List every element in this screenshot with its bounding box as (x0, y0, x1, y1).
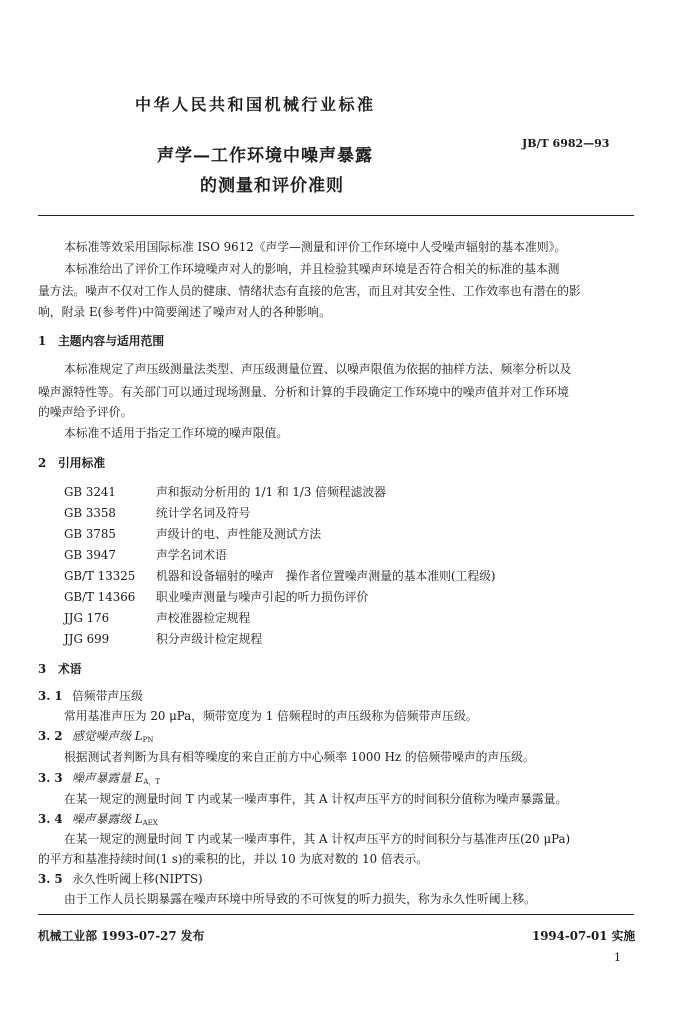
standard-number: JB/T 6982—93 (522, 137, 610, 150)
reference-code: JJG 176 (64, 611, 110, 625)
term-3-3-name-text: 噪声暴露量 E (72, 771, 144, 785)
term-3-2-subscript: PN (142, 736, 154, 744)
org-title: 中华人民共和国机械行业标准 (135, 95, 376, 114)
reference-title: 声校准器检定规程 (156, 611, 251, 625)
reference-title: 积分声级计检定规程 (156, 632, 263, 646)
section-1-paragraph-1-line-2: 噪声源特性等。有关部门可以通过现场测量、分析和计算的手段确定工作环境中的噪声值并对工作环境 (38, 385, 569, 399)
term-3-2-number: 3. 2 (38, 729, 63, 743)
section-3-heading: 3 术语 (38, 662, 82, 676)
term-3-3-subscript: A，T (143, 778, 161, 786)
reference-code: GB/T 14366 (64, 590, 136, 604)
footer-rule (38, 914, 634, 915)
reference-row (64, 527, 321, 542)
term-3-4-name (72, 812, 158, 831)
reference-row (64, 569, 496, 584)
reference-title: 声学名词术语 (156, 548, 227, 562)
reference-code: JJG 699 (64, 632, 110, 646)
document-title-line1: 声学—工作环境中噪声暴露 (157, 146, 373, 166)
reference-row (64, 506, 250, 521)
term-3-5-name: 永久性听阈上移(NIPTS) (72, 872, 203, 886)
term-3-2-definition: 根据测试者判断为具有相等噪度的来自正前方中心频率 1000 Hz 的倍频带噪声的声压级。 (64, 750, 535, 764)
section-2-heading: 2 引用标准 (38, 456, 106, 470)
reference-row (64, 590, 368, 605)
reference-row (64, 611, 250, 626)
effective-date: 1994-07-01 实施 (532, 929, 636, 943)
document-title-line2: 的测量和评价准则 (200, 176, 344, 196)
term-3-2-name (72, 729, 153, 748)
term-3-4-definition-line-2: 的平方和基准持续时间(1 s)的乘积的比，并以 10 为底对数的 10 倍表示。 (38, 852, 429, 866)
reference-row (64, 485, 386, 500)
reference-title: 声和振动分析用的 1/1 和 1/3 倍频程滤波器 (156, 485, 386, 499)
intro-paragraph-1: 本标准等效采用国际标准 ISO 9612《声学—测量和评价工作环境中人受噪声辐射的基本准则》。 (64, 240, 567, 254)
reference-code: GB 3241 (64, 485, 116, 499)
term-3-3-name (72, 771, 160, 790)
term-3-5-definition: 由于工作人员长期暴露在噪声环境中所导致的不可恢复的听力损失，称为永久性听阈上移。 (64, 892, 536, 906)
intro-paragraph-2-line-1: 本标准给出了评价工作环境噪声对人的影响，并且检验其噪声环境是否符合相关的标准的基本测 (64, 262, 560, 276)
term-3-3-definition: 在某一规定的测量时间 T 内或某一噪声事件，其 A 计权声压平方的时间积分值称为噪声暴露量。 (64, 792, 568, 806)
reference-title: 职业噪声测量与噪声引起的听力损伤评价 (156, 590, 369, 604)
reference-code: GB/T 13325 (64, 569, 136, 583)
term-3-1-name: 倍频带声压级 (72, 689, 143, 703)
term-3-4-definition-line-1: 在某一规定的测量时间 T 内或某一噪声事件，其 A 计权声压平方的时间积分与基准声压(20 μPa) (64, 832, 571, 846)
header-rule (38, 215, 634, 216)
section-1-paragraph-1-line-3: 的噪声给予评价。 (38, 405, 133, 419)
intro-paragraph-2-line-2: 量方法。噪声不仅对工作人员的健康、情绪状态有直接的危害，而且对其安全性、工作效率也有潜在的影 (38, 284, 581, 298)
page-number: 1 (614, 951, 621, 964)
reference-code: GB 3785 (64, 527, 116, 541)
term-3-1-number: 3. 1 (38, 689, 63, 703)
issued-date: 机械工业部 1993-07-27 发布 (38, 929, 205, 943)
intro-paragraph-2-line-3: 响，附录 E(参考件)中简要阐述了噪声对人的各种影响。 (38, 305, 331, 319)
reference-code: GB 3358 (64, 506, 116, 520)
term-3-3-number: 3. 3 (38, 771, 63, 785)
section-1-paragraph-1-line-1: 本标准规定了声压级测量法类型、声压级测量位置、以噪声限值为依据的抽样方法、频率分析以及 (64, 362, 572, 376)
term-3-4-subscript: AEX (142, 819, 158, 827)
reference-title: 统计学名词及符号 (156, 506, 251, 520)
term-3-4-number: 3. 4 (38, 812, 63, 826)
section-1-heading: 1 主题内容与适用范围 (38, 334, 165, 348)
reference-title: 声级计的电、声性能及测试方法 (156, 527, 322, 541)
section-1-paragraph-2: 本标准不适用于指定工作环境的噪声限值。 (64, 426, 289, 440)
term-3-1-definition: 常用基准声压为 20 μPa，频带宽度为 1 倍频程时的声压级称为倍频带声压级。 (64, 709, 478, 723)
reference-title: 机器和设备辐射的噪声 操作者位置噪声测量的基本准则(工程级) (156, 569, 496, 583)
reference-row (64, 548, 227, 563)
reference-code: GB 3947 (64, 548, 116, 562)
reference-row (64, 632, 262, 647)
term-3-5-number: 3. 5 (38, 872, 63, 886)
term-3-4-name-text: 噪声暴露级 L (72, 812, 143, 826)
term-3-2-name-text: 感觉噪声级 L (72, 729, 143, 743)
